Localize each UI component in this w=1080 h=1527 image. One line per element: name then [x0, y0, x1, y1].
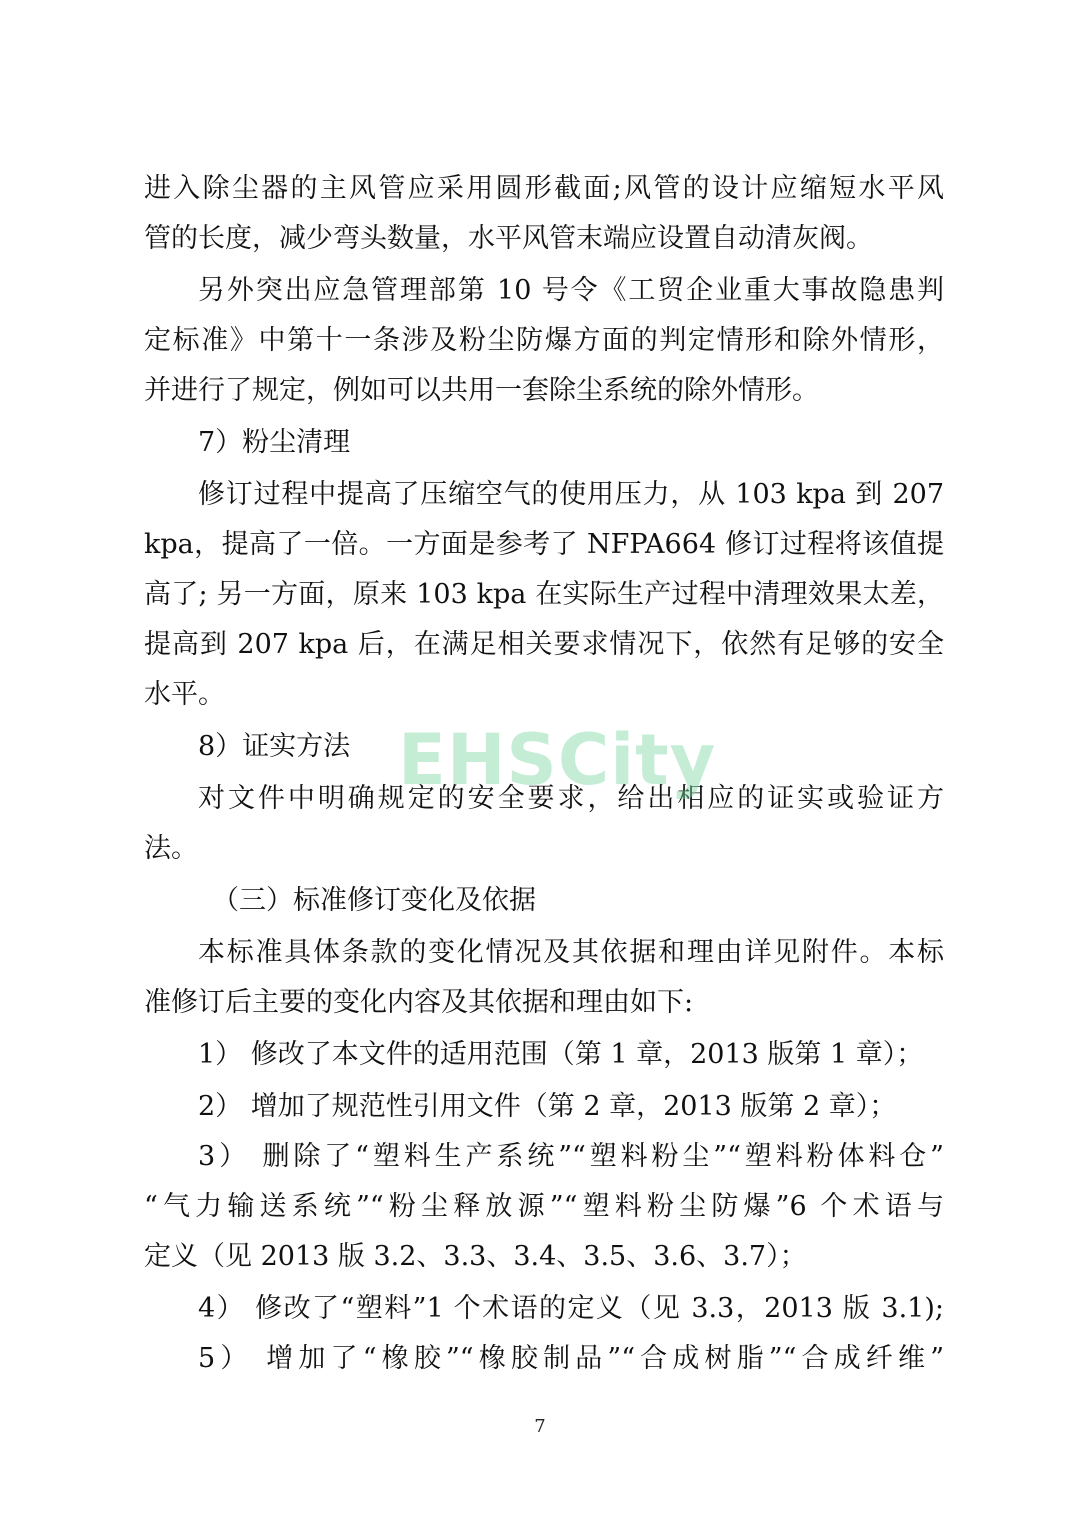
paragraph-line: 法。	[144, 833, 198, 864]
paragraph-line: 进入除尘器的主风管应采用圆形截面;风管的设计应缩短水平风	[144, 173, 944, 204]
watermark-logo	[398, 719, 717, 801]
list-item: 4） 修改了“塑料”1 个术语的定义（见 3.3，2013 版 3.1);	[198, 1293, 944, 1324]
section-heading: 8）证实方法	[198, 731, 351, 762]
paragraph-line: 对文件中明确规定的安全要求，给出相应的证实或验证方	[198, 783, 944, 814]
paragraph-line: 水平。	[144, 679, 225, 710]
list-item: 5） 增加了“橡胶”“橡胶制品”“合成树脂”“合成纤维”	[198, 1343, 944, 1374]
paragraph-line: 本标准具体条款的变化情况及其依据和理由详见附件。本标	[198, 937, 944, 968]
paragraph-line: 修订过程中提高了压缩空气的使用压力，从 103 kpa 到 207	[198, 479, 944, 510]
paragraph-line: 准修订后主要的变化内容及其依据和理由如下:	[144, 987, 694, 1018]
paragraph-line: 高了; 另一方面，原来 103 kpa 在实际生产过程中清理效果太差，	[144, 579, 944, 610]
paragraph-line: 并进行了规定，例如可以共用一套除尘系统的除外情形。	[144, 375, 819, 406]
list-item-continuation: “气力输送系统”“粉尘释放源”“塑料粉尘防爆”6 个术语与	[144, 1191, 944, 1222]
paragraph-line: 管的长度，减少弯头数量，水平风管末端应设置自动清灰阀。	[144, 223, 873, 254]
section-heading: （三）标准修订变化及依据	[212, 885, 536, 916]
paragraph-line: 提高到 207 kpa 后，在满足相关要求情况下，依然有足够的安全	[144, 629, 944, 660]
paragraph-line: 定标准》中第十一条涉及粉尘防爆方面的判定情形和除外情形，	[144, 325, 944, 356]
list-item: 3） 删除了“塑料生产系统”“塑料粉尘”“塑料粉体料仓”	[198, 1141, 944, 1172]
list-item: 1） 修改了本文件的适用范围（第 1 章，2013 版第 1 章）；	[198, 1039, 924, 1070]
paragraph-line: 另外突出应急管理部第 10 号令《工贸企业重大事故隐患判	[198, 275, 944, 306]
list-item: 2） 增加了规范性引用文件（第 2 章，2013 版第 2 章）；	[198, 1091, 897, 1122]
section-heading: 7）粉尘清理	[198, 427, 351, 458]
list-item-continuation: 定义（见 2013 版 3.2、3.3、3.4、3.5、3.6、3.7）；	[144, 1241, 807, 1272]
page-number: 7	[534, 1416, 546, 1437]
watermark-text: EHSCity	[398, 719, 717, 801]
paragraph-line: kpa，提高了一倍。一方面是参考了 NFPA664 修订过程将该值提	[144, 529, 944, 560]
